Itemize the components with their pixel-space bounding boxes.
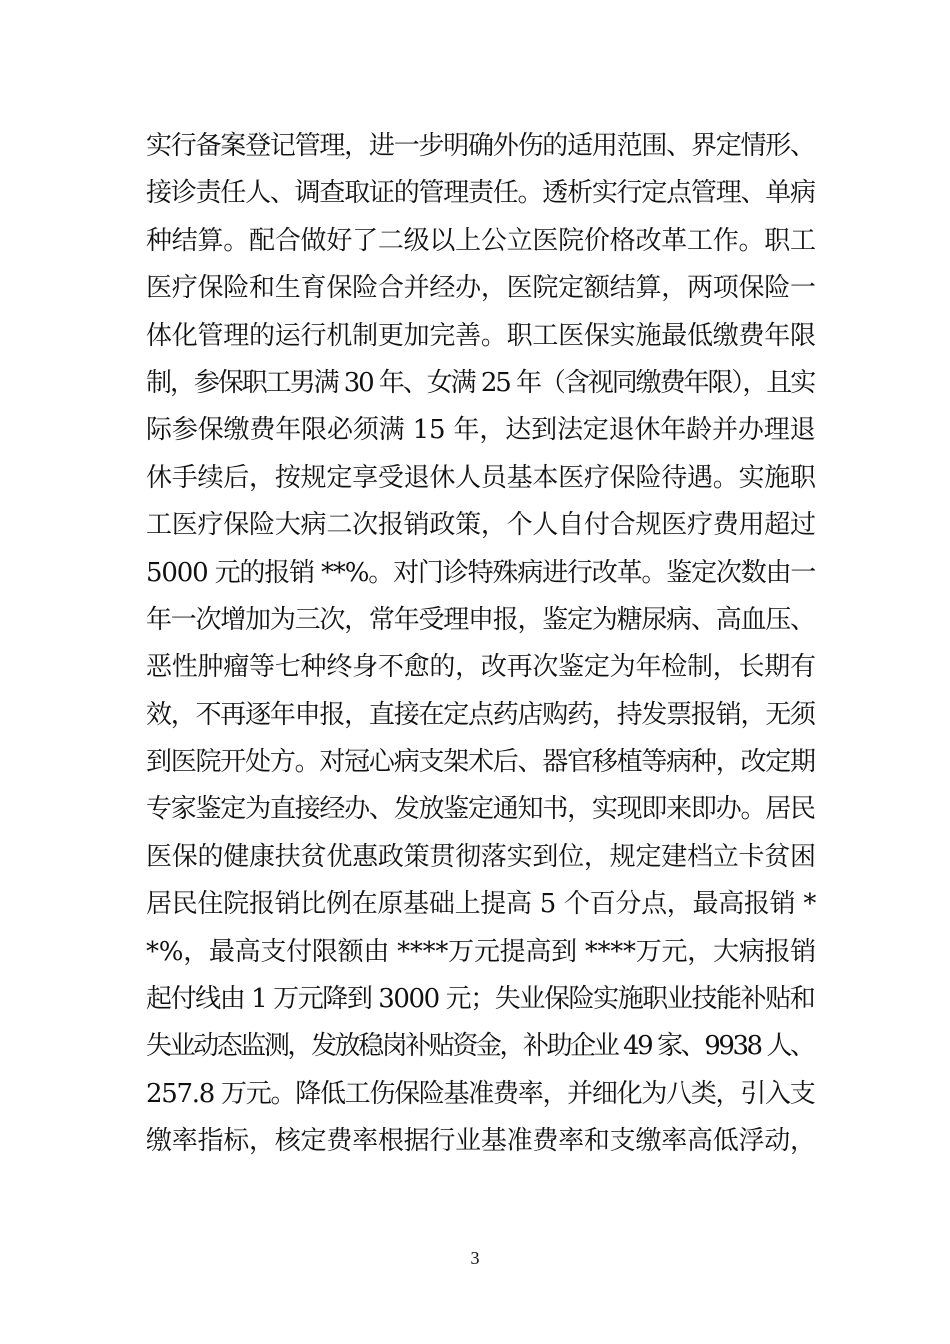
text-line: 到医院开处方。对冠心病支架术后、器官移植等病种，改定期 xyxy=(146,747,815,778)
text-line: 年一次增加为三次，常年受理申报，鉴定为糖尿病、高血压、 xyxy=(146,604,815,635)
text-line: 5000 元的报销 **%。对门诊特殊病进行改革。鉴定次数由一 xyxy=(146,557,816,588)
text-line: 失业动态监测，发放稳岗补贴资金，补助企业 49 家、9938 人、 xyxy=(146,1031,814,1062)
text-line: 际参保缴费年限必须满 15 年，达到法定退休年龄并办理退 xyxy=(146,415,816,446)
text-line: 休手续后，按规定享受退休人员基本医疗保险待遇。实施职 xyxy=(146,462,816,493)
text-line: *%，最高支付限额由 ****万元提高到 ****万元，大病报销 xyxy=(146,936,816,967)
text-line: 体化管理的运行机制更加完善。职工医保实施最低缴费年限 xyxy=(146,320,816,351)
page-number: 3 xyxy=(470,1248,480,1268)
text-line: 实行备案登记管理，进一步明确外伤的适用范围、界定情形、 xyxy=(146,131,815,161)
text-line: 居民住院报销比例在原基础上提高 5 个百分点，最高报销 * xyxy=(146,889,817,920)
text-line: 工医疗保险大病二次报销政策，个人自付合规医疗费用超过 xyxy=(146,510,816,541)
text-line: 效，不再逐年申报，直接在定点药店购药，持发票报销，无须 xyxy=(146,699,815,730)
text-line: 医保的健康扶贫优惠政策贯彻落实到位，规定建档立卡贫困 xyxy=(146,841,816,872)
text-line: 缴率指标，核定费率根据行业基准费率和支缴率高低浮动， xyxy=(146,1126,816,1157)
text-line: 257.8 万元。降低工伤保险基准费率，并细化为八类，引入支 xyxy=(146,1078,815,1109)
body-paragraph xyxy=(146,123,816,1166)
text-line: 专家鉴定为直接经办、发放鉴定通知书，实现即来即办。居民 xyxy=(146,794,815,825)
text-line: 接诊责任人、调查取证的管理责任。透析实行定点管理、单病 xyxy=(146,178,815,209)
text-line: 医疗保险和生育保险合并经办，医院定额结算，两项保险一 xyxy=(146,273,816,304)
text-line: 制，参保职工男满 30 年、女满 25 年（含视同缴费年限），且实 xyxy=(146,367,815,398)
text-line: 起付线由 1 万元降到 3000 元；失业保险实施职业技能补贴和 xyxy=(146,984,815,1015)
text-line: 种结算。配合做好了二级以上公立医院价格改革工作。职工 xyxy=(146,225,816,256)
text-line: 恶性肿瘤等七种终身不愈的，改再次鉴定为年检制，长期有 xyxy=(146,652,816,683)
